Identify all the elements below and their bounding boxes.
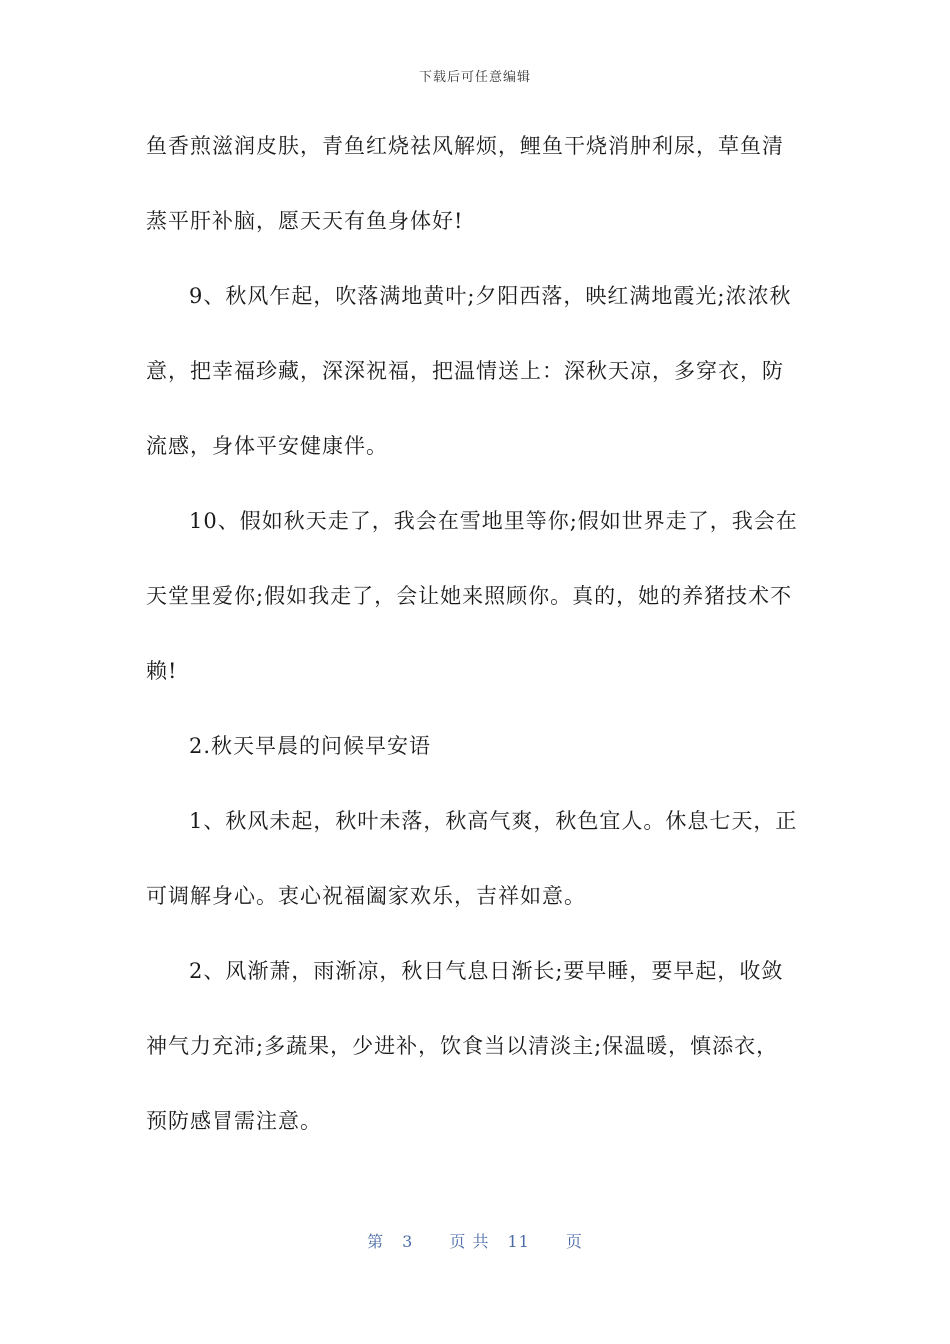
footer-suffix: 页 (565, 1232, 583, 1251)
footer-prefix: 第 (367, 1232, 385, 1251)
body-line: 9、秋风乍起，吹落满地黄叶;夕阳西落，映红满地霞光;浓浓秋 (189, 284, 792, 308)
header-text: 下载后可任意编辑 (418, 70, 531, 85)
current-page-number: 3 (402, 1232, 414, 1251)
body-line: 天堂里爱你;假如我走了，会让她来照顾你。真的，她的养猪技术不 (146, 584, 793, 608)
page-footer (0, 1229, 950, 1252)
body-line: 蒸平肝补脑，愿天天有鱼身体好! (146, 209, 464, 233)
body-line: 流感，身体平安健康伴。 (146, 434, 388, 458)
page-header (0, 66, 950, 85)
body-line: 预防感冒需注意。 (146, 1109, 322, 1133)
body-line: 10、假如秋天走了，我会在雪地里等你;假如世界走了，我会在 (189, 509, 798, 533)
body-line: 2、风渐萧，雨渐凉，秋日气息日渐长;要早睡，要早起，收敛 (189, 959, 784, 983)
body-line: 1、秋风未起，秋叶未落，秋高气爽，秋色宜人。休息七天，正 (189, 809, 798, 833)
body-line: 可调解身心。衷心祝福阖家欢乐，吉祥如意。 (146, 884, 586, 908)
total-pages-number: 11 (507, 1232, 530, 1251)
body-line: 意，把幸福珍藏，深深祝福，把温情送上：深秋天凉，多穿衣，防 (146, 359, 784, 383)
section-heading: 2.秋天早晨的问候早安语 (189, 734, 432, 758)
footer-mid: 页 共 (449, 1232, 490, 1251)
body-line: 神气力充沛;多蔬果，少进补，饮食当以清淡主;保温暖，慎添衣， (146, 1034, 779, 1058)
body-line: 鱼香煎滋润皮肤，青鱼红烧祛风解烦，鲤鱼干烧消肿利尿，草鱼清 (146, 134, 784, 158)
document-body (146, 128, 806, 1178)
body-line: 赖! (146, 659, 178, 683)
